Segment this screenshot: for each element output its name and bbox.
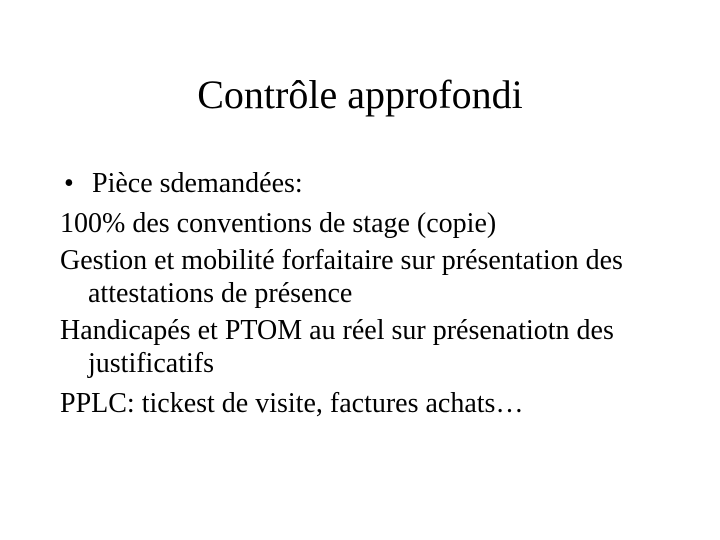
- body-line-handicapes: Handicapés et PTOM au réel sur présenatiotn des justificatifs: [60, 315, 614, 379]
- bullet-item: [60, 164, 680, 204]
- bullet-text: Pièce sdemandées:: [92, 168, 303, 199]
- body-line-mobilite: Gestion et mobilité forfaitaire sur présentation des attestations de présence: [60, 245, 623, 309]
- slide-title: Contrôle approfondi: [197, 72, 523, 117]
- slide-body: [60, 164, 680, 424]
- bullet-icon: •: [64, 168, 74, 199]
- body-line-pplc: PPLC: tickest de visite, factures achats…: [60, 388, 524, 419]
- body-line-conventions: 100% des conventions de stage (copie): [60, 208, 497, 239]
